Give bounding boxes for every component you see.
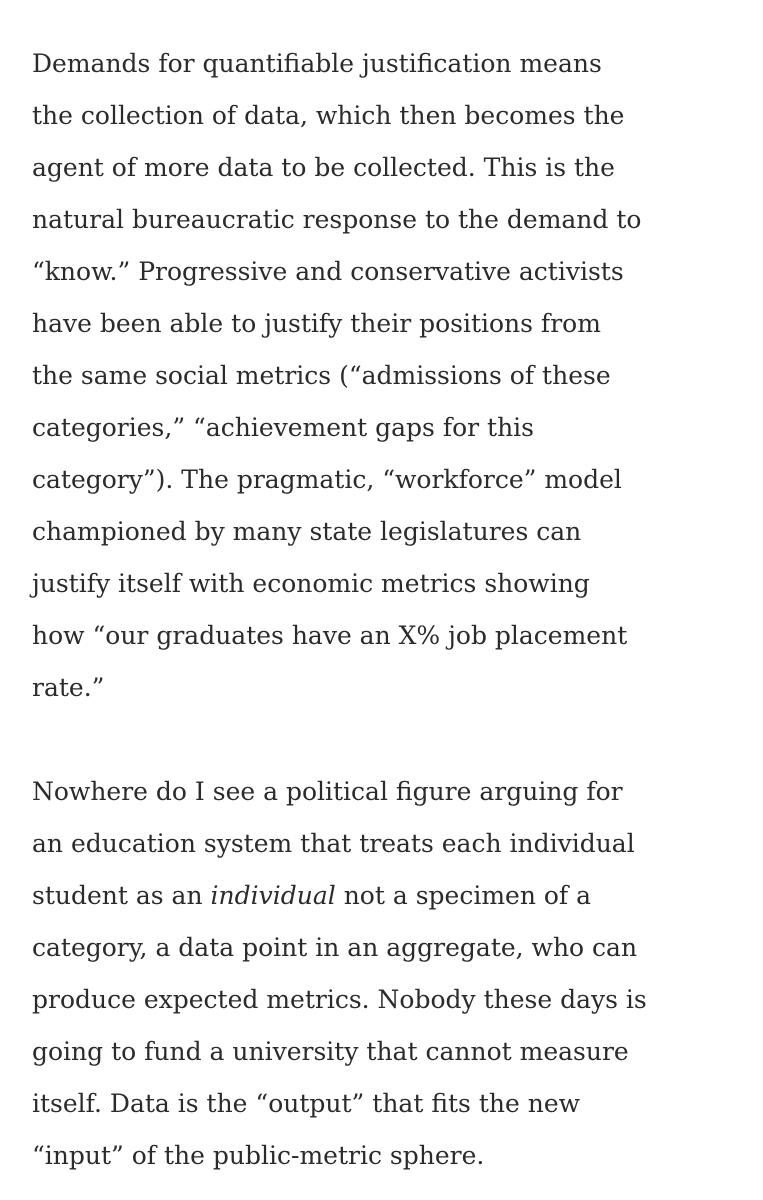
- emphasis-text: individual: [210, 881, 336, 910]
- text-line: categories,” “achievement gaps for this: [32, 413, 535, 442]
- text-line: [32, 870, 744, 922]
- text-line: category, a data point in an aggregate, who can: [32, 933, 638, 962]
- text-line: the collection of data, which then becomes the: [32, 101, 625, 130]
- text-run: student as an: [32, 881, 211, 910]
- text-line: category”). The pragmatic, “workforce” model: [32, 465, 622, 494]
- text-line: itself. Data is the “output” that fits the new: [32, 1089, 581, 1118]
- text-line: the same social metrics (“admissions of these: [32, 361, 611, 390]
- text-run: not a specimen of a: [335, 881, 592, 910]
- text-line: Nowhere do I see a political figure arguing for: [32, 777, 623, 806]
- text-line: an education system that treats each individual: [32, 829, 635, 858]
- text-line: agent of more data to be collected. This is the: [32, 153, 615, 182]
- text-line: produce expected metrics. Nobody these days is: [32, 985, 647, 1014]
- text-line: justify itself with economic metrics showing: [32, 569, 590, 598]
- text-line: championed by many state legislatures can: [32, 517, 582, 546]
- paragraph-1: [32, 38, 744, 714]
- text-line: how “our graduates have an X% job placement: [32, 621, 628, 650]
- paragraph-2: [32, 766, 744, 1182]
- article-body: [32, 38, 744, 1182]
- text-line: rate.”: [32, 673, 105, 702]
- text-line: Demands for quantifiable justification means: [32, 49, 602, 78]
- text-line: “know.” Progressive and conservative activists: [32, 257, 624, 286]
- text-line: going to fund a university that cannot measure: [32, 1037, 629, 1066]
- text-line: “input” of the public-metric sphere.: [32, 1141, 485, 1170]
- text-line: natural bureaucratic response to the demand to: [32, 205, 642, 234]
- text-line: have been able to justify their positions from: [32, 309, 601, 338]
